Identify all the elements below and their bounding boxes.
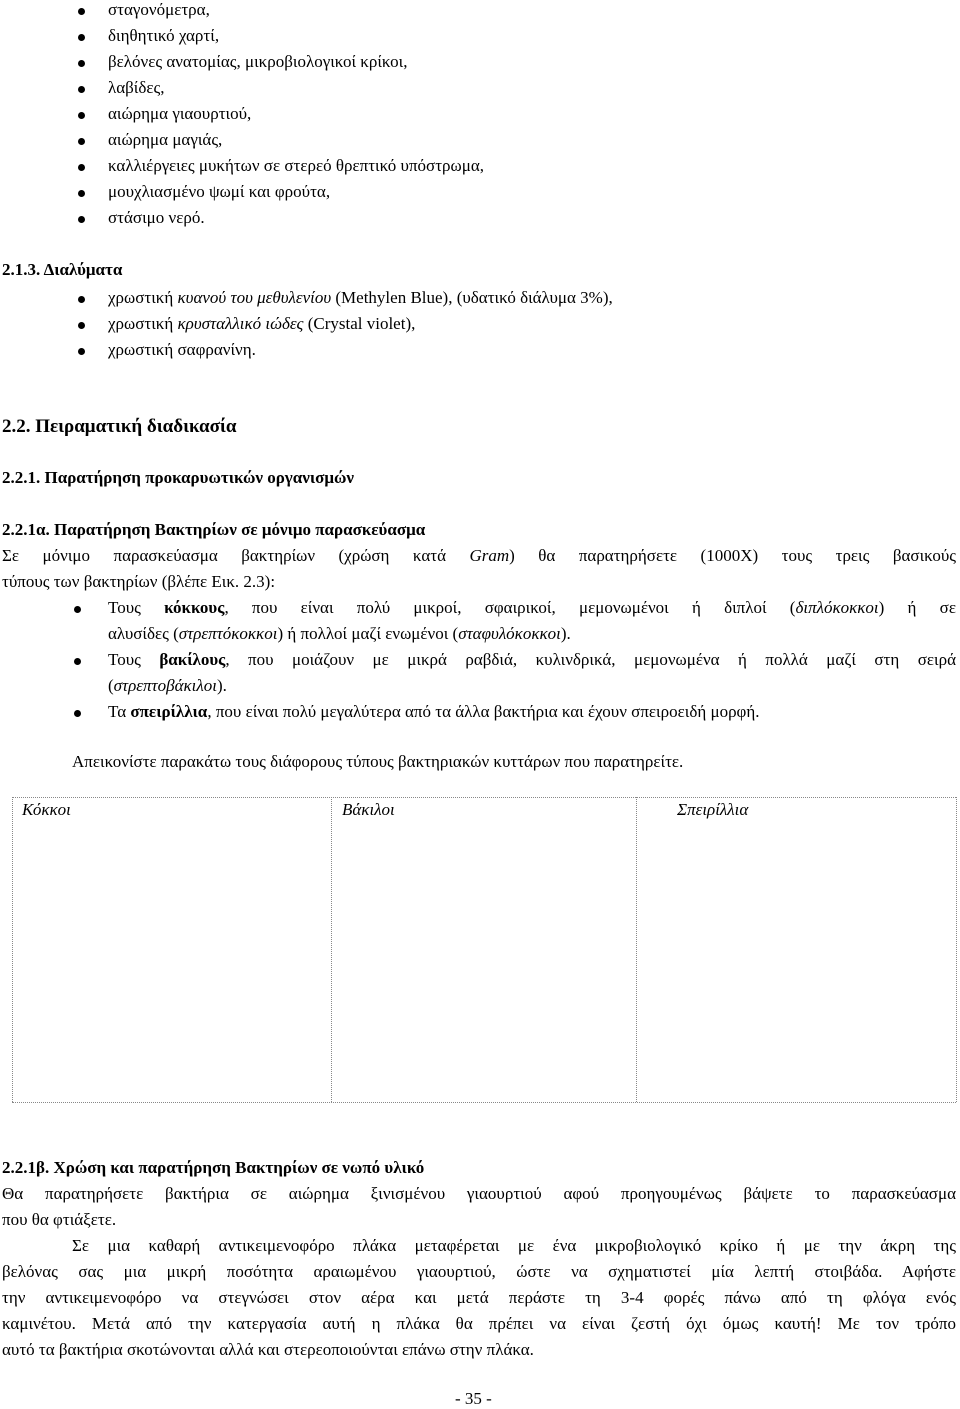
bullet-icon	[78, 190, 85, 197]
paragraph-line: Θα παρατηρήσετε βακτήρια σε αιώρημα ξινισμένου γιαουρτιού αφού προηγουμένως βάψετε το παρασκεύασμα	[2, 1184, 956, 1203]
drawing-box-label-spirilla: Σπειρίλλια	[677, 800, 749, 819]
bullet-icon	[74, 658, 81, 665]
paragraph-line: την αντικειμενοφόρο να στεγνώσει στον αέρα και μετά περάστε τη 3-4 φορές πάνω από τη φλόγα ενός	[2, 1288, 956, 1307]
drawing-area-left-border	[12, 797, 13, 1102]
bullet-icon	[78, 112, 85, 119]
drawing-area-divider	[331, 797, 332, 1102]
bullet-icon	[74, 606, 81, 613]
bullet-icon	[78, 60, 85, 67]
drawing-area-bottom-border	[12, 1102, 956, 1103]
paragraph-line: καμινέτου. Μετά από την κατεργασία αυτή η πλάκα θα πρέπει να είναι ζεστή όχι όμως καυτή! Με τον τρόπο	[2, 1314, 956, 1333]
bullet-icon	[78, 164, 85, 171]
bullet-icon	[78, 296, 85, 303]
section-heading-solutions: 2.1.3. Διαλύματα	[2, 260, 123, 279]
list-item-continuation: αλυσίδες (στρεπτόκοκκοι) ή πολλοί μαζί ενωμένοι (σταφυλόκοκκοι).	[108, 624, 571, 643]
bullet-icon	[74, 710, 81, 717]
list-item-continuation: (στρεπτοβάκιλοι).	[108, 676, 227, 695]
section-heading-procedure: 2.2. Πειραματική διαδικασία	[2, 416, 237, 437]
paragraph-line: Σε μια καθαρή αντικειμενοφόρο πλάκα μεταφέρεται με ένα μικροβιολογικό κρίκο ή με την άκρη της	[72, 1236, 956, 1255]
bullet-icon	[78, 322, 85, 329]
drawing-area-divider	[636, 797, 637, 1102]
instruction-text: Απεικονίστε παρακάτω τους διάφορους τύπους βακτηριακών κυττάρων που παρατηρείτε.	[72, 752, 684, 771]
drawing-box-label-cocci: Κόκκοι	[22, 800, 71, 819]
paragraph-line: τύπους των βακτηρίων (βλέπε Εικ. 2.3):	[2, 572, 276, 591]
bullet-icon	[78, 86, 85, 93]
paragraph-line: Σε μόνιμο παρασκεύασμα βακτηρίων (χρώση κατά Gram) θα παρατηρήσετε (1000Χ) τους τρεις βασικούς	[2, 546, 956, 565]
section-heading-bacteria-permanent: 2.2.1α. Παρατήρηση Βακτηρίων σε μόνιμο παρασκεύασμα	[2, 520, 426, 539]
bullet-icon	[78, 348, 85, 355]
bullet-icon	[78, 138, 85, 145]
drawing-area-top-border	[12, 797, 956, 798]
section-heading-fresh-stain: 2.2.1β. Χρώση και παρατήρηση Βακτηρίων σε νωπό υλικό	[2, 1158, 425, 1177]
section-heading-prokaryotes: 2.2.1. Παρατήρηση προκαρυωτικών οργανισμών	[2, 468, 355, 487]
bullet-icon	[78, 34, 85, 41]
drawing-box-label-bacilli: Βάκιλοι	[342, 800, 395, 819]
bullet-icon	[78, 8, 85, 15]
bullet-icon	[78, 216, 85, 223]
page-number: - 35 -	[455, 1389, 492, 1408]
paragraph-line: που θα φτιάξετε.	[2, 1210, 117, 1229]
drawing-area-right-border	[956, 797, 957, 1102]
paragraph-line: βελόνας σας μια μικρή ποσότητα αραιωμένου γιαουρτιού, ώστε να σχηματιστεί μία λεπτή στοιβάδα. Αφήστε	[2, 1262, 956, 1281]
paragraph-line: αυτό τα βακτήρια σκοτώνονται αλλά και στερεοποιούνται επάνω στην πλάκα.	[2, 1340, 534, 1359]
